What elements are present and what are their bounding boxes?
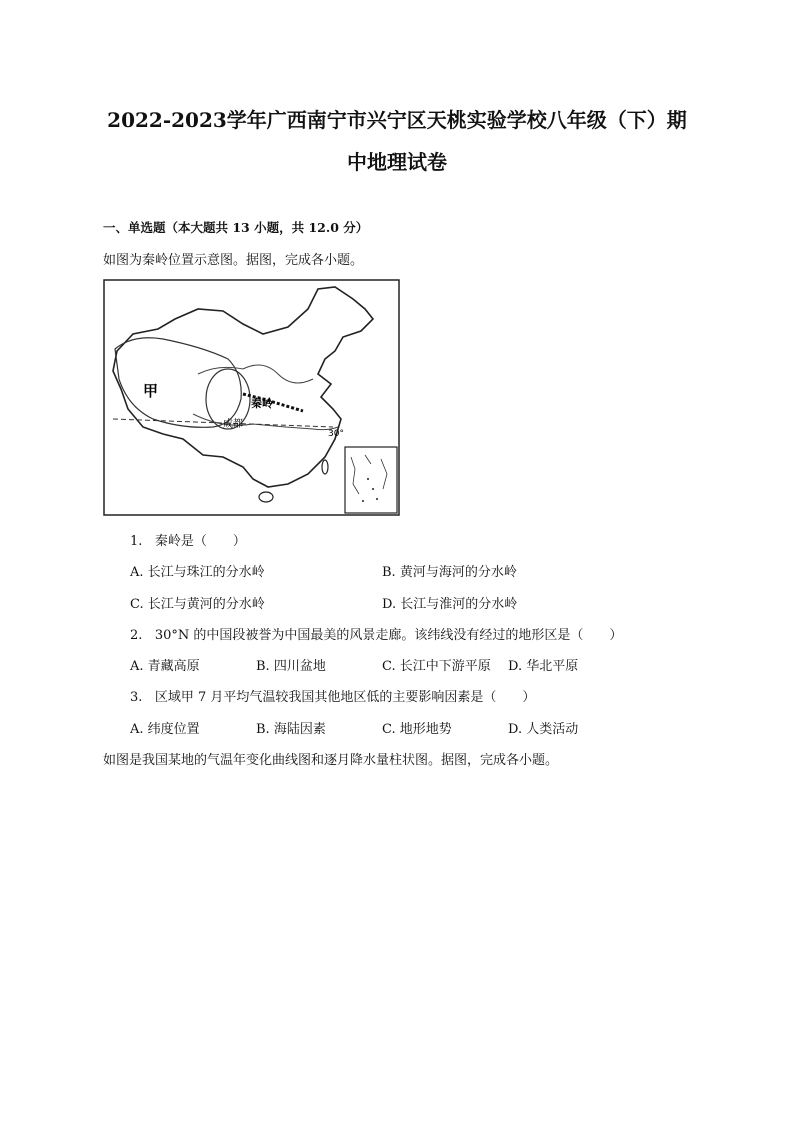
question-text: 区域甲 7 月平均气温较我国其他地区低的主要影响因素是（ ） (154, 690, 536, 705)
question-number: 2. (130, 628, 143, 643)
question-number: 1. (130, 534, 143, 549)
question-3 (130, 686, 535, 705)
section-heading: 一、单选题（本大题共 13 小题，共 12.0 分） (103, 220, 369, 235)
option-a: A. 长江与珠江的分水岭 (130, 565, 265, 580)
option-d: D. 华北平原 (508, 659, 579, 674)
question-number: 3. (130, 690, 143, 705)
question-text: 30°N 的中国段被誉为中国最美的风景走廊。该纬线没有经过的地形区是（ ） (154, 628, 623, 643)
label-latitude: 30° (328, 429, 344, 439)
option-d: D. 长江与淮河的分水岭 (382, 597, 518, 612)
question-text: 秦岭是（ ） (154, 534, 246, 549)
document-title-line2: 中地理试卷 (347, 150, 447, 174)
south-sea-inset (345, 447, 397, 513)
question-intro: 如图是我国某地的气温年变化曲线图和逐月降水量柱状图。据图，完成各小题。 (103, 753, 559, 768)
option-d: D. 人类活动 (508, 722, 579, 737)
qinling-location-map (103, 279, 400, 516)
option-c: C. 长江中下游平原 (382, 659, 491, 674)
question-2 (130, 624, 622, 643)
option-b: B. 海陆因素 (256, 722, 326, 737)
option-c: C. 地形地势 (382, 722, 452, 737)
label-qinling: 秦岭 (251, 397, 273, 410)
question-intro: 如图为秦岭位置示意图。据图，完成各小题。 (103, 253, 364, 268)
option-a: A. 青藏高原 (130, 659, 200, 674)
label-chengdu: 成都 (223, 419, 243, 430)
label-region: 甲 (143, 382, 159, 400)
option-c: C. 长江与黄河的分水岭 (130, 597, 265, 612)
document-title-line1: 2022-2023学年广西南宁市兴宁区天桃实验学校八年级（下）期 (107, 108, 687, 132)
option-a: A. 纬度位置 (130, 722, 200, 737)
option-b: B. 四川盆地 (256, 659, 326, 674)
option-b: B. 黄河与海河的分水岭 (382, 565, 517, 580)
question-1 (130, 530, 246, 549)
